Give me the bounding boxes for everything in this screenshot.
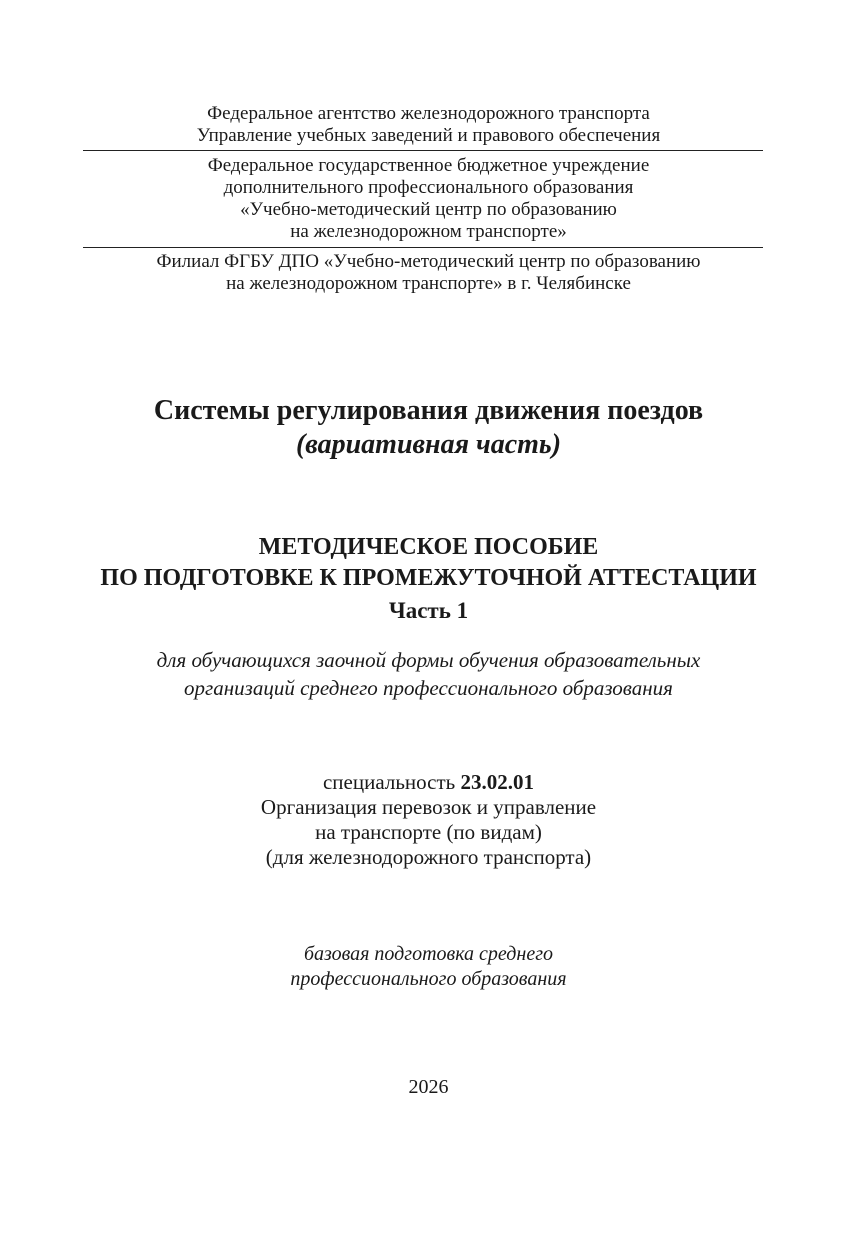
agency-line: Управление учебных заведений и правового обеспечения [196, 125, 661, 146]
level-line: профессионального образования [290, 968, 567, 990]
document-title [0, 394, 857, 462]
doc-type-block [0, 532, 857, 625]
specialty-line: Организация перевозок и управление [260, 795, 597, 819]
specialty-code: 23.02.01 [460, 770, 534, 794]
specialty-label: специальность [322, 770, 461, 794]
institution-line: «Учебно-методический центр по образованию [240, 199, 617, 220]
part-label: Часть 1 [388, 598, 469, 623]
audience-block [0, 646, 857, 702]
divider [83, 247, 763, 248]
institution-block [0, 155, 857, 243]
agency-block [0, 103, 857, 147]
institution-line: Федеральное государственное бюджетное учреждение [207, 155, 650, 176]
level-line: базовая подготовка среднего [303, 943, 554, 965]
specialty-block [0, 770, 857, 870]
institution-line: на железнодорожном транспорте» [290, 221, 567, 242]
branch-block [0, 251, 857, 295]
audience-line: организаций среднего профессионального образования [184, 676, 673, 700]
audience-line: для обучающихся заочной формы обучения образовательных [156, 648, 701, 672]
institution-line: дополнительного профессионального образования [223, 177, 634, 198]
specialty-line: (для железнодорожного транспорта) [265, 845, 592, 869]
divider [83, 150, 763, 151]
doc-type-line: МЕТОДИЧЕСКОЕ ПОСОБИЕ [258, 534, 599, 560]
doc-type-line: ПО ПОДГОТОВКЕ К ПРОМЕЖУТОЧНОЙ АТТЕСТАЦИИ [100, 565, 757, 591]
agency-line: Федеральное агентство железнодорожного транспорта [207, 103, 650, 124]
title-sub: (вариативная часть) [295, 429, 562, 460]
branch-line: на железнодорожном транспорте» в г. Челябинске [226, 273, 631, 294]
specialty-heading [0, 770, 857, 795]
branch-line: Филиал ФГБУ ДПО «Учебно-методический центр по образованию [156, 251, 701, 272]
year-block [0, 1075, 857, 1099]
specialty-line: на транспорте (по видам) [315, 820, 542, 844]
title-main: Системы регулирования движения поездов [153, 395, 704, 426]
level-block [0, 942, 857, 992]
publication-year: 2026 [408, 1076, 449, 1098]
